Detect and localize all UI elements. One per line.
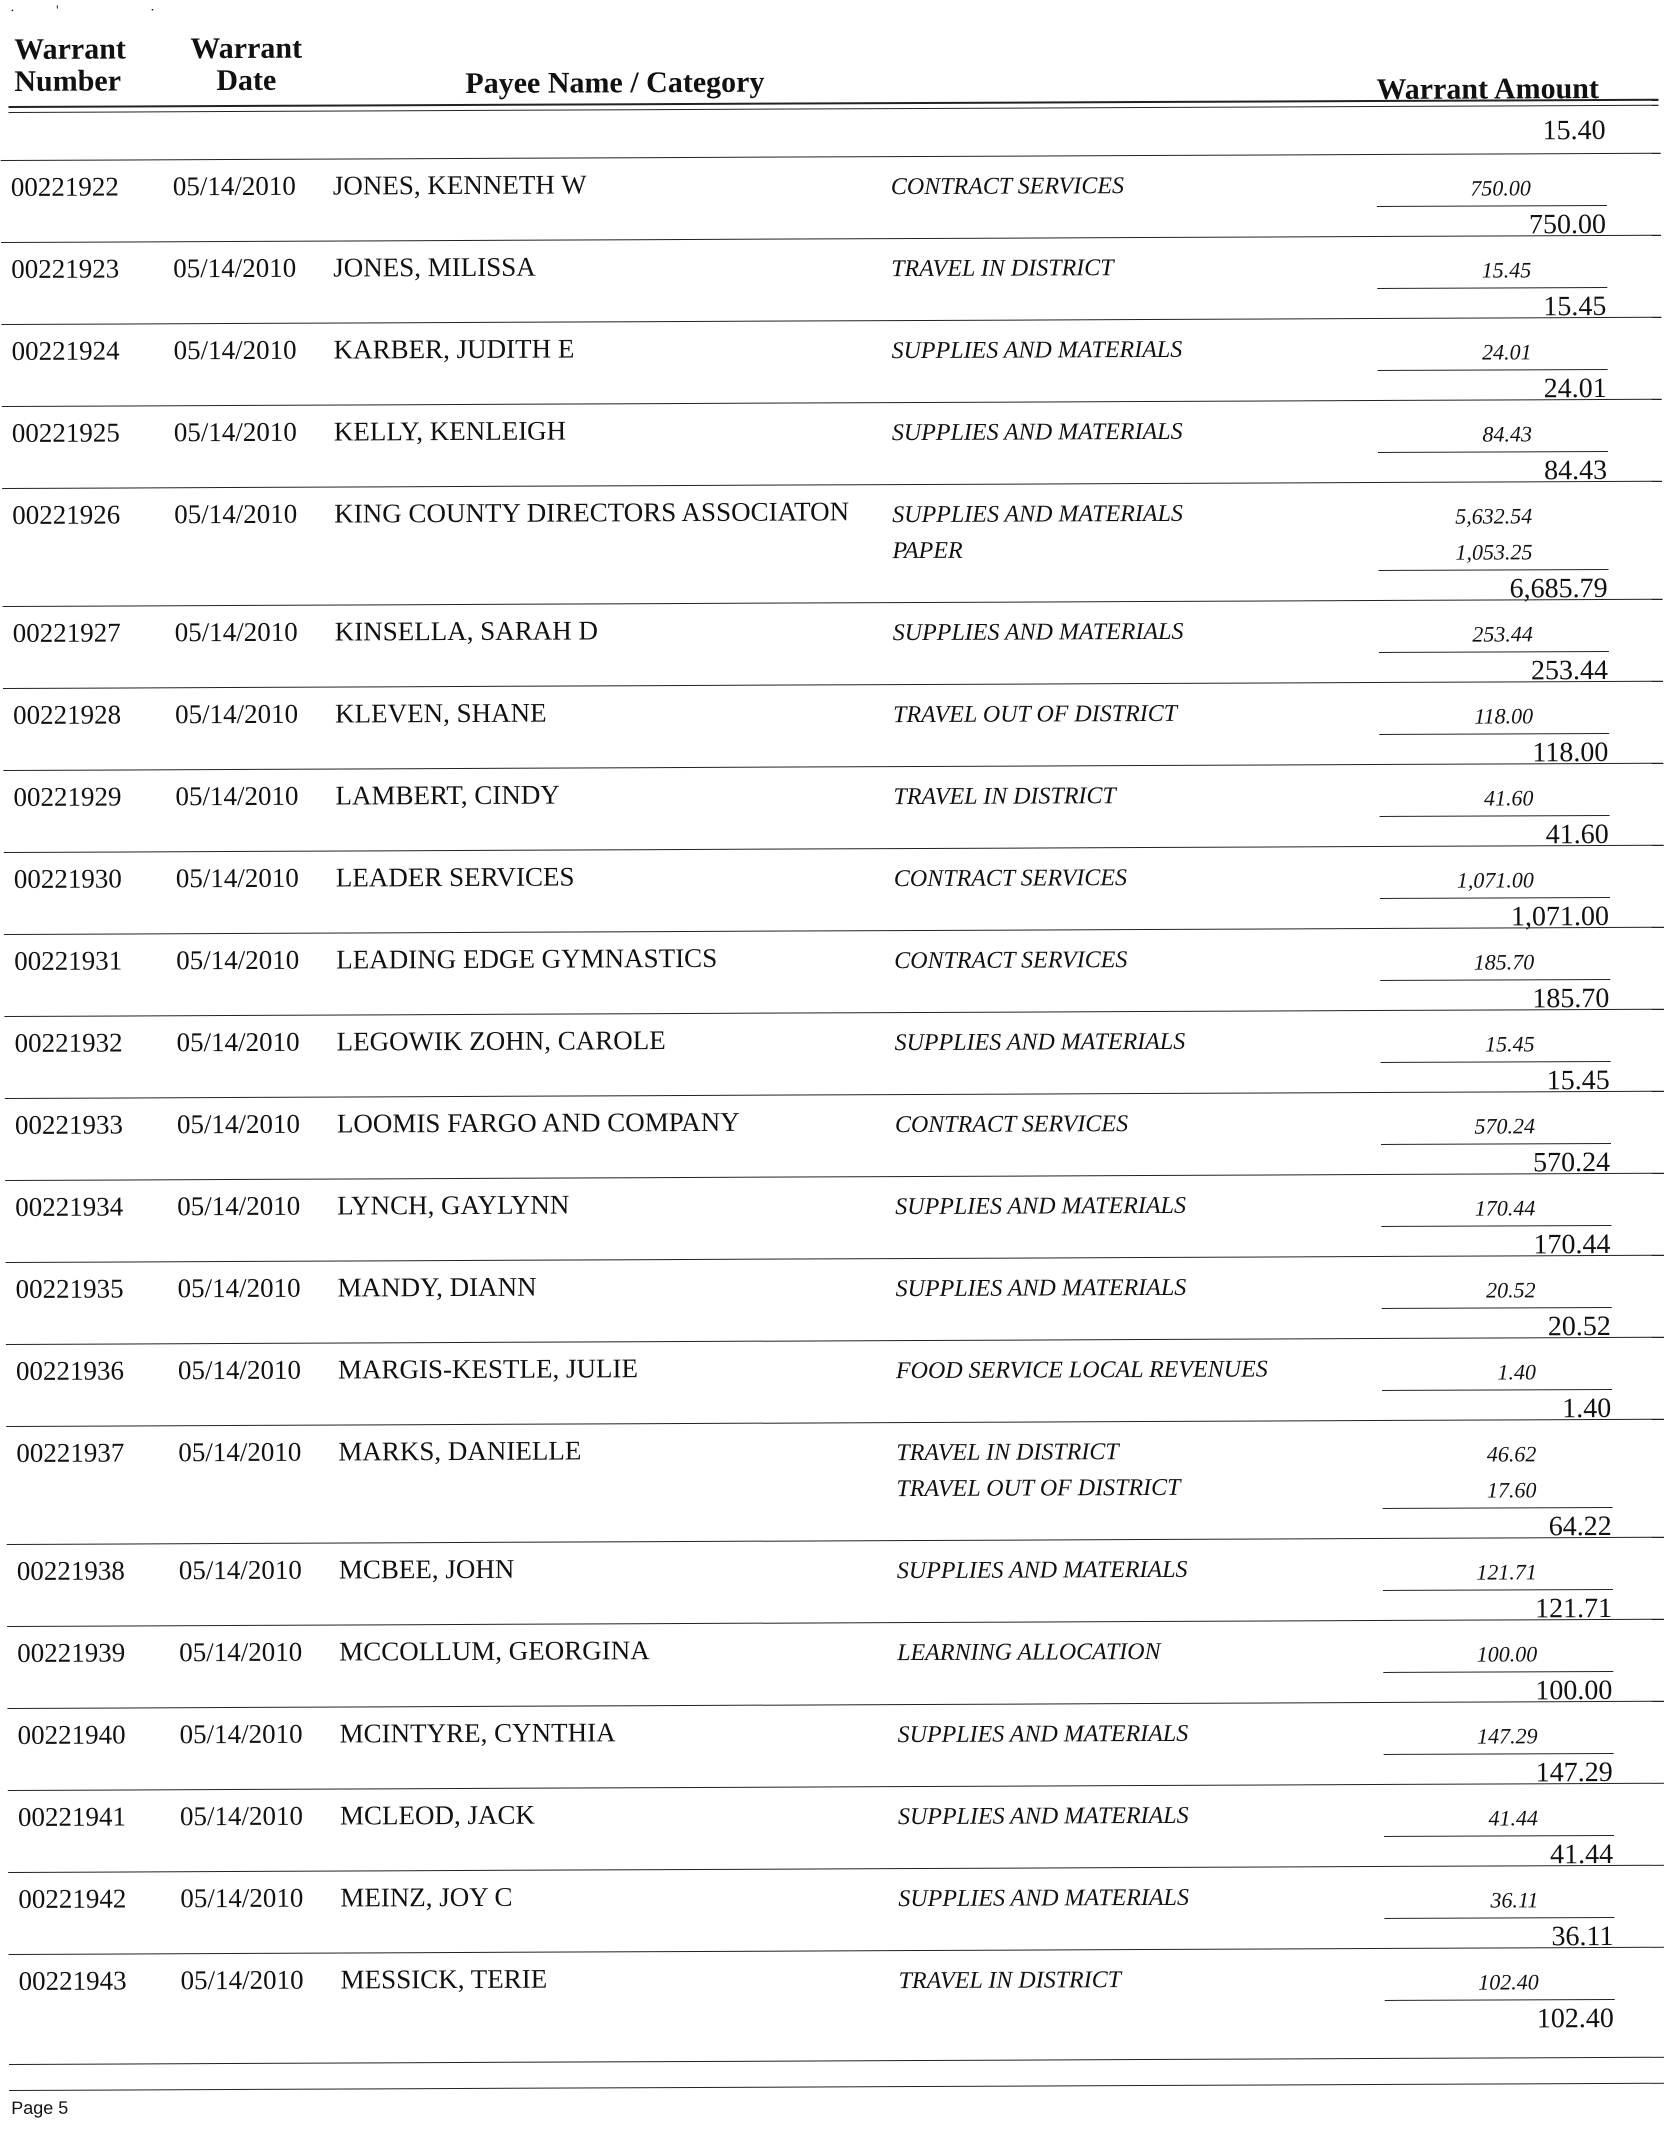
category-label: TRAVEL IN DISTRICT (898, 1967, 1122, 1995)
warrant-number: 00221925 (11, 417, 120, 448)
category-amount: 118.00 (1474, 703, 1534, 729)
subtotal-rule (1383, 1589, 1613, 1591)
payee-name: LYNCH, GAYLYNN (337, 1189, 570, 1221)
category-label: SUPPLIES AND MATERIALS (891, 418, 1183, 447)
payee-name: LEADER SERVICES (335, 861, 575, 893)
category-amount: 147.29 (1477, 1723, 1538, 1749)
warrant-total: 36.11 (1551, 1920, 1614, 1953)
table-row (6, 1419, 1664, 1544)
subtotal-rule (1384, 1835, 1614, 1837)
table-row (3, 763, 1664, 852)
warrant-date: 05/14/2010 (173, 416, 297, 448)
warrant-total: 41.60 (1545, 818, 1609, 851)
category-label: CONTRACT SERVICES (894, 1111, 1129, 1139)
category-label: SUPPLIES AND MATERIALS (892, 618, 1184, 647)
category-amount: 170.44 (1474, 1195, 1536, 1221)
row-divider (1, 153, 1661, 161)
category-label: CONTRACT SERVICES (893, 865, 1128, 893)
payee-name: JONES, MILISSA (333, 251, 536, 283)
warrant-total: 15.45 (1546, 1064, 1610, 1097)
header-warrant-number-line1: Warrant (14, 32, 126, 66)
category-label: TRAVEL OUT OF DISTRICT (896, 1474, 1181, 1503)
category-label: TRAVEL OUT OF DISTRICT (893, 700, 1178, 729)
category-amount: 36.11 (1490, 1887, 1539, 1913)
warrant-total: 102.40 (1536, 2002, 1614, 2035)
category-label: TRAVEL IN DISTRICT (891, 255, 1114, 283)
warrant-total: 253.44 (1530, 654, 1609, 687)
payee-name: KINSELLA, SARAH D (334, 615, 599, 647)
category-label: PAPER (892, 537, 963, 565)
carryover-total: 15.40 (1542, 114, 1606, 147)
subtotal-rule (1381, 1061, 1611, 1063)
warrant-number: 00221933 (14, 1109, 123, 1140)
subtotal-rule (1377, 287, 1607, 289)
warrant-number: 00221928 (13, 699, 122, 730)
warrant-number: 00221932 (14, 1027, 123, 1058)
warrant-date: 05/14/2010 (179, 1718, 303, 1750)
warrant-number: 00221930 (13, 863, 122, 894)
category-label: SUPPLIES AND MATERIALS (895, 1274, 1187, 1303)
warrant-total: 570.24 (1533, 1146, 1611, 1179)
payee-name: KLEVEN, SHANE (335, 697, 547, 729)
table-row (8, 1865, 1664, 1954)
payee-name: LAMBERT, CINDY (335, 779, 560, 811)
warrant-date: 05/14/2010 (172, 170, 296, 202)
category-amount: 1,071.00 (1456, 867, 1534, 893)
category-amount: 185.70 (1473, 949, 1535, 975)
payee-name: MARGIS-KESTLE, JULIE (337, 1353, 639, 1385)
warrant-total: 750.00 (1528, 208, 1607, 241)
category-amount: 121.71 (1476, 1559, 1537, 1585)
category-amount: 20.52 (1486, 1277, 1536, 1303)
warrant-date: 05/14/2010 (174, 616, 298, 648)
warrant-total: 24.01 (1543, 372, 1607, 405)
warrant-number: 00221922 (10, 171, 119, 202)
category-label: SUPPLIES AND MATERIALS (897, 1720, 1189, 1749)
header-warrant-number-line2: Number (14, 64, 122, 98)
category-label: CONTRACT SERVICES (894, 947, 1128, 975)
scan-speck: · (10, 3, 15, 19)
warrant-total: 41.44 (1550, 1838, 1614, 1871)
payee-name: JONES, KENNETH W (332, 169, 587, 201)
subtotal-rule (1381, 1225, 1611, 1227)
header-amount: Warrant Amount (1376, 72, 1599, 106)
table-row (9, 1947, 1664, 2036)
warrant-date: 05/14/2010 (179, 1800, 304, 1832)
payee-name: MCLEOD, JACK (339, 1799, 536, 1831)
table-row (4, 927, 1664, 1016)
warrant-date: 05/14/2010 (177, 1190, 301, 1222)
payee-name: MEINZ, JOY C (340, 1881, 513, 1913)
table-row (2, 481, 1664, 606)
subtotal-rule (1377, 205, 1607, 207)
warrant-number: 00221937 (16, 1437, 125, 1468)
subtotal-rule (1382, 1307, 1612, 1309)
category-amount: 24.01 (1481, 339, 1532, 365)
category-amount: 750.00 (1470, 175, 1531, 201)
payee-name: MARKS, DANIELLE (338, 1435, 582, 1467)
warrant-number: 00221935 (15, 1273, 124, 1304)
warrant-number: 00221940 (17, 1719, 126, 1750)
subtotal-rule (1383, 1507, 1613, 1509)
category-amount: 15.45 (1485, 1031, 1535, 1057)
category-label: LEARNING ALLOCATION (897, 1638, 1161, 1667)
subtotal-rule (1379, 733, 1609, 735)
warrant-date: 05/14/2010 (179, 1636, 303, 1668)
warrant-total: 6,685.79 (1509, 572, 1608, 605)
category-label: SUPPLIES AND MATERIALS (896, 1556, 1188, 1585)
payee-name: LOOMIS FARGO AND COMPANY (336, 1106, 740, 1139)
subtotal-rule (1379, 569, 1609, 571)
subtotal-rule (1380, 897, 1610, 899)
warrant-date: 05/14/2010 (176, 944, 300, 976)
table-row (4, 1009, 1664, 1098)
table-row (3, 681, 1664, 770)
category-label: SUPPLIES AND MATERIALS (895, 1192, 1186, 1221)
table-row (5, 1091, 1664, 1180)
category-amount: 84.43 (1482, 421, 1532, 447)
warrant-date: 05/14/2010 (175, 780, 299, 812)
header-warrant-date-line2: Date (216, 63, 277, 98)
payee-name: MCBEE, JOHN (338, 1553, 515, 1585)
warrant-date: 05/14/2010 (173, 252, 297, 284)
category-label: SUPPLIES AND MATERIALS (897, 1802, 1189, 1831)
warrant-total: 170.44 (1533, 1228, 1611, 1261)
category-amount: 15.45 (1481, 257, 1532, 283)
warrant-total: 84.43 (1544, 454, 1608, 487)
warrant-date: 05/14/2010 (177, 1354, 302, 1386)
payee-name: MCCOLLUM, GEORGINA (339, 1635, 650, 1667)
warrant-number: 00221924 (11, 335, 120, 366)
warrant-total: 185.70 (1532, 982, 1610, 1015)
payee-name: MANDY, DIANN (337, 1271, 537, 1303)
category-label: SUPPLIES AND MATERIALS (892, 500, 1183, 529)
category-amount: 570.24 (1474, 1113, 1535, 1139)
bottom-rule-2 (9, 2083, 1664, 2091)
header-warrant-date-line1: Warrant (190, 31, 303, 66)
table-row (6, 1337, 1664, 1426)
warrant-date: 05/14/2010 (176, 1026, 300, 1058)
page-number: Page 5 (11, 2097, 69, 2118)
payee-name: KARBER, JUDITH E (333, 333, 575, 365)
table-row (7, 1537, 1664, 1626)
payee-name: MCINTYRE, CYNTHIA (339, 1717, 616, 1749)
bottom-rule (9, 2057, 1664, 2065)
subtotal-rule (1385, 1999, 1615, 2001)
category-label: SUPPLIES AND MATERIALS (891, 336, 1183, 365)
payee-name: KELLY, KENLEIGH (333, 415, 567, 447)
subtotal-rule (1384, 1917, 1614, 1919)
category-label: CONTRACT SERVICES (890, 173, 1125, 201)
table-row (5, 1173, 1664, 1262)
warrant-total: 20.52 (1547, 1310, 1611, 1343)
table-row (2, 399, 1664, 488)
category-amount: 5,632.54 (1455, 503, 1533, 529)
table-row (1, 235, 1664, 324)
warrant-date: 05/14/2010 (180, 1882, 304, 1914)
category-label: FOOD SERVICE LOCAL REVENUES (895, 1356, 1268, 1385)
warrant-total: 15.45 (1543, 290, 1607, 323)
warrant-number: 00221934 (15, 1191, 124, 1222)
payee-name: KING COUNTY DIRECTORS ASSOCIATON (334, 496, 850, 529)
payee-name: LEADING EDGE GYMNASTICS (336, 942, 718, 975)
category-amount: 41.44 (1488, 1805, 1539, 1831)
warrant-number: 00221926 (12, 499, 121, 530)
warrant-date: 05/14/2010 (174, 498, 298, 530)
category-amount: 100.00 (1476, 1641, 1538, 1667)
category-label: SUPPLIES AND MATERIALS (894, 1028, 1186, 1057)
warrant-number: 00221929 (13, 781, 122, 812)
table-row (6, 1255, 1664, 1344)
warrant-date: 05/14/2010 (173, 334, 297, 366)
subtotal-rule (1378, 451, 1608, 453)
warrant-number: 00221936 (15, 1355, 125, 1386)
table-row (1, 153, 1664, 242)
scan-speck: ' (56, 3, 59, 19)
category-label: SUPPLIES AND MATERIALS (898, 1884, 1190, 1913)
scan-speck: · (150, 3, 155, 19)
warrant-total: 118.00 (1532, 736, 1609, 769)
table-row (3, 599, 1664, 688)
warrant-total: 121.71 (1534, 1592, 1613, 1625)
warrant-total: 1.40 (1562, 1392, 1612, 1425)
header-warrant-number (14, 33, 126, 97)
subtotal-rule (1379, 651, 1609, 653)
table-row (7, 1701, 1664, 1790)
warrant-number: 00221939 (17, 1637, 126, 1668)
warrant-total: 100.00 (1535, 1674, 1613, 1707)
subtotal-rule (1383, 1671, 1613, 1673)
category-amount: 1.40 (1497, 1359, 1537, 1385)
subtotal-rule (1381, 1143, 1611, 1145)
category-label: TRAVEL IN DISTRICT (893, 783, 1116, 811)
category-label: TRAVEL IN DISTRICT (896, 1439, 1119, 1467)
payee-name: MESSICK, TERIE (340, 1963, 548, 1995)
subtotal-rule (1382, 1389, 1612, 1391)
payee-name: LEGOWIK ZOHN, CAROLE (336, 1025, 666, 1057)
warrant-date: 05/14/2010 (180, 1964, 304, 1996)
subtotal-rule (1380, 979, 1610, 981)
category-amount: 17.60 (1486, 1477, 1537, 1503)
header-payee: Payee Name / Category (465, 65, 765, 100)
warrant-date: 05/14/2010 (178, 1436, 302, 1468)
warrant-date: 05/14/2010 (177, 1272, 301, 1304)
table-row (7, 1619, 1664, 1708)
subtotal-rule (1378, 369, 1608, 371)
warrant-date: 05/14/2010 (176, 1108, 300, 1140)
warrant-number: 00221938 (16, 1555, 125, 1586)
category-amount: 253.44 (1472, 621, 1533, 647)
subtotal-rule (1380, 815, 1610, 817)
warrant-total: 147.29 (1535, 1756, 1613, 1789)
warrant-number: 00221943 (18, 1965, 127, 1996)
subtotal-rule (1384, 1753, 1614, 1755)
table-row (8, 1783, 1664, 1872)
table-row (1, 317, 1664, 406)
warrant-total: 64.22 (1548, 1510, 1612, 1543)
category-amount: 102.40 (1478, 1969, 1539, 1995)
warrant-date: 05/14/2010 (175, 698, 299, 730)
category-amount: 46.62 (1486, 1441, 1537, 1467)
warrant-date: 05/14/2010 (175, 862, 299, 894)
warrant-number: 00221941 (17, 1801, 126, 1832)
header-warrant-date (186, 33, 306, 98)
warrant-number: 00221923 (11, 253, 120, 284)
category-amount: 41.60 (1483, 785, 1534, 811)
warrant-number: 00221942 (18, 1883, 127, 1914)
warrant-number: 00221931 (14, 945, 123, 976)
warrant-date: 05/14/2010 (178, 1554, 302, 1586)
warrant-number: 00221927 (12, 617, 121, 648)
table-row (4, 845, 1664, 934)
warrant-total: 1,071.00 (1510, 900, 1610, 933)
category-amount: 1,053.25 (1455, 539, 1533, 565)
